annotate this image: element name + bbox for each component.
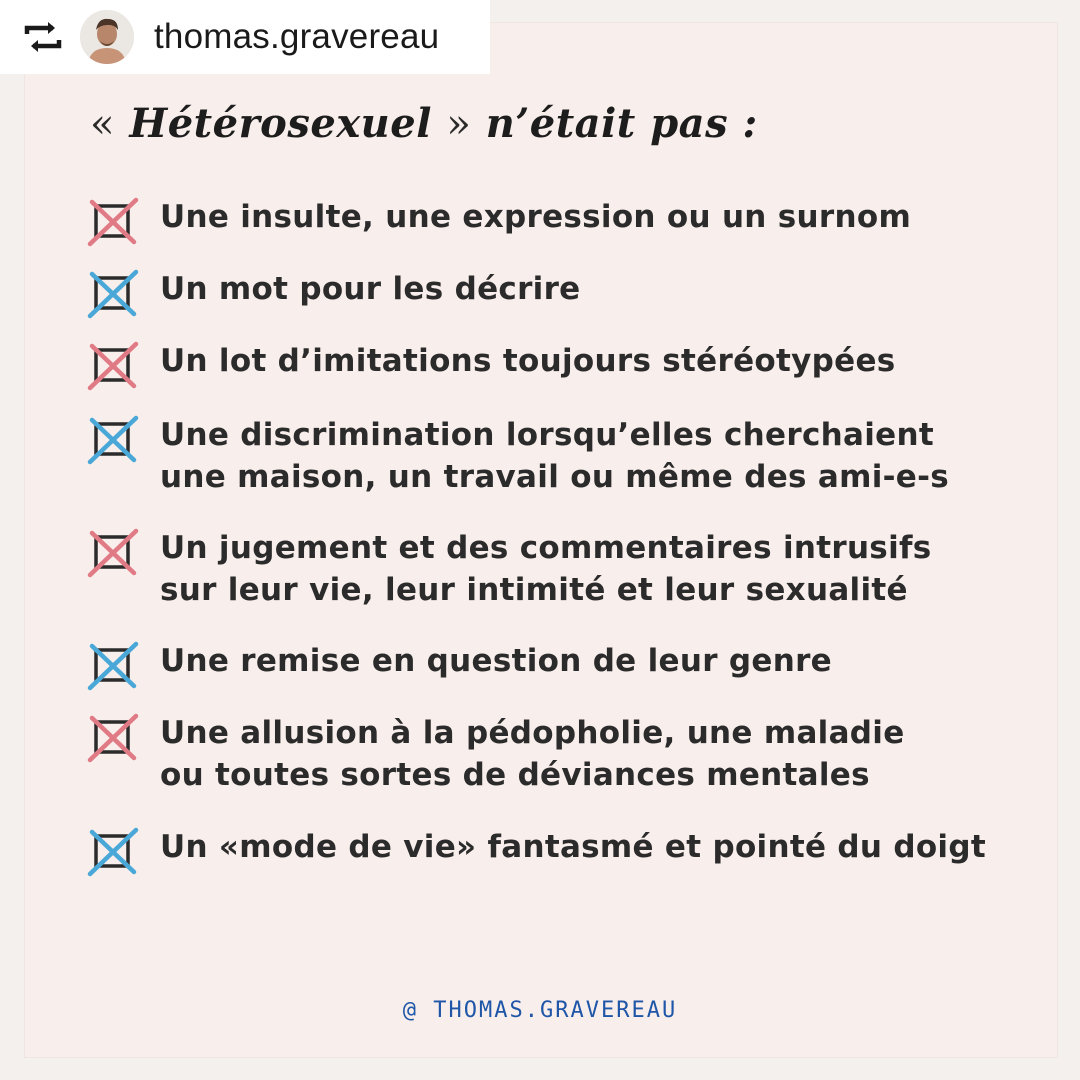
crossed-checkbox-icon [84,527,142,579]
checklist-item-text [160,268,581,310]
checklist-item-text [160,712,905,796]
checklist-item [84,196,1034,248]
checklist-item [84,640,1034,692]
crossed-checkbox-icon [84,712,142,764]
checklist-item-line: Une remise en question de leur genre [160,643,833,679]
username[interactable]: thomas.gravereau [154,17,440,56]
checklist-item-line: Un «mode de vie» fantasmé et pointé du doigt [160,829,986,865]
crossed-checkbox-icon [84,340,142,392]
checklist-item-line: Une allusion à la pédopholie, une maladie [160,715,905,751]
checklist-item-text [160,640,832,682]
checklist-item-line: Un lot d’imitations toujours stéréotypées [160,343,896,379]
checklist-item-line: sur leur vie, leur intimité et leur sexualité [160,572,908,608]
repost-header [0,0,490,74]
crossed-checkbox-icon [84,640,142,692]
checklist-item [84,826,1034,878]
checklist-item-line: Une insulte, une expression ou un surnom [160,199,912,235]
footer-credit: @ THOMAS.GRAVEREAU [402,998,678,1023]
checklist-item-text [160,527,932,611]
title-close-quote: » [446,101,472,147]
checklist-item-line: ou toutes sortes de déviances mentales [160,757,870,793]
checklist-item [84,340,1034,392]
checklist-item [84,414,1034,498]
crossed-checkbox-icon [84,826,142,878]
checklist-item-line: Un mot pour les décrire [160,271,581,307]
checklist-item-text [160,196,911,238]
checklist-item-text [160,826,986,868]
title-rest: n’était pas : [485,100,758,147]
title-word: Hétérosexuel [129,100,432,147]
checklist-item-line: Un jugement et des commentaires intrusifs [160,530,932,566]
checklist-item [84,268,1034,320]
title-open-quote: « [90,101,115,147]
crossed-checkbox-icon [84,196,142,248]
checklist-item-line: une maison, un travail ou même des ami-e-s [160,459,950,495]
checklist-item-text [160,414,949,498]
crossed-checkbox-icon [84,414,142,466]
repost-icon[interactable] [16,17,70,57]
checklist-item [84,527,1034,611]
crossed-checkbox-icon [84,268,142,320]
checklist-item-line: Une discrimination lorsqu’elles cherchaient [160,417,934,453]
checklist-item [84,712,1034,796]
checklist-item-text [160,340,896,382]
post-title [90,100,990,147]
avatar[interactable] [80,10,134,64]
